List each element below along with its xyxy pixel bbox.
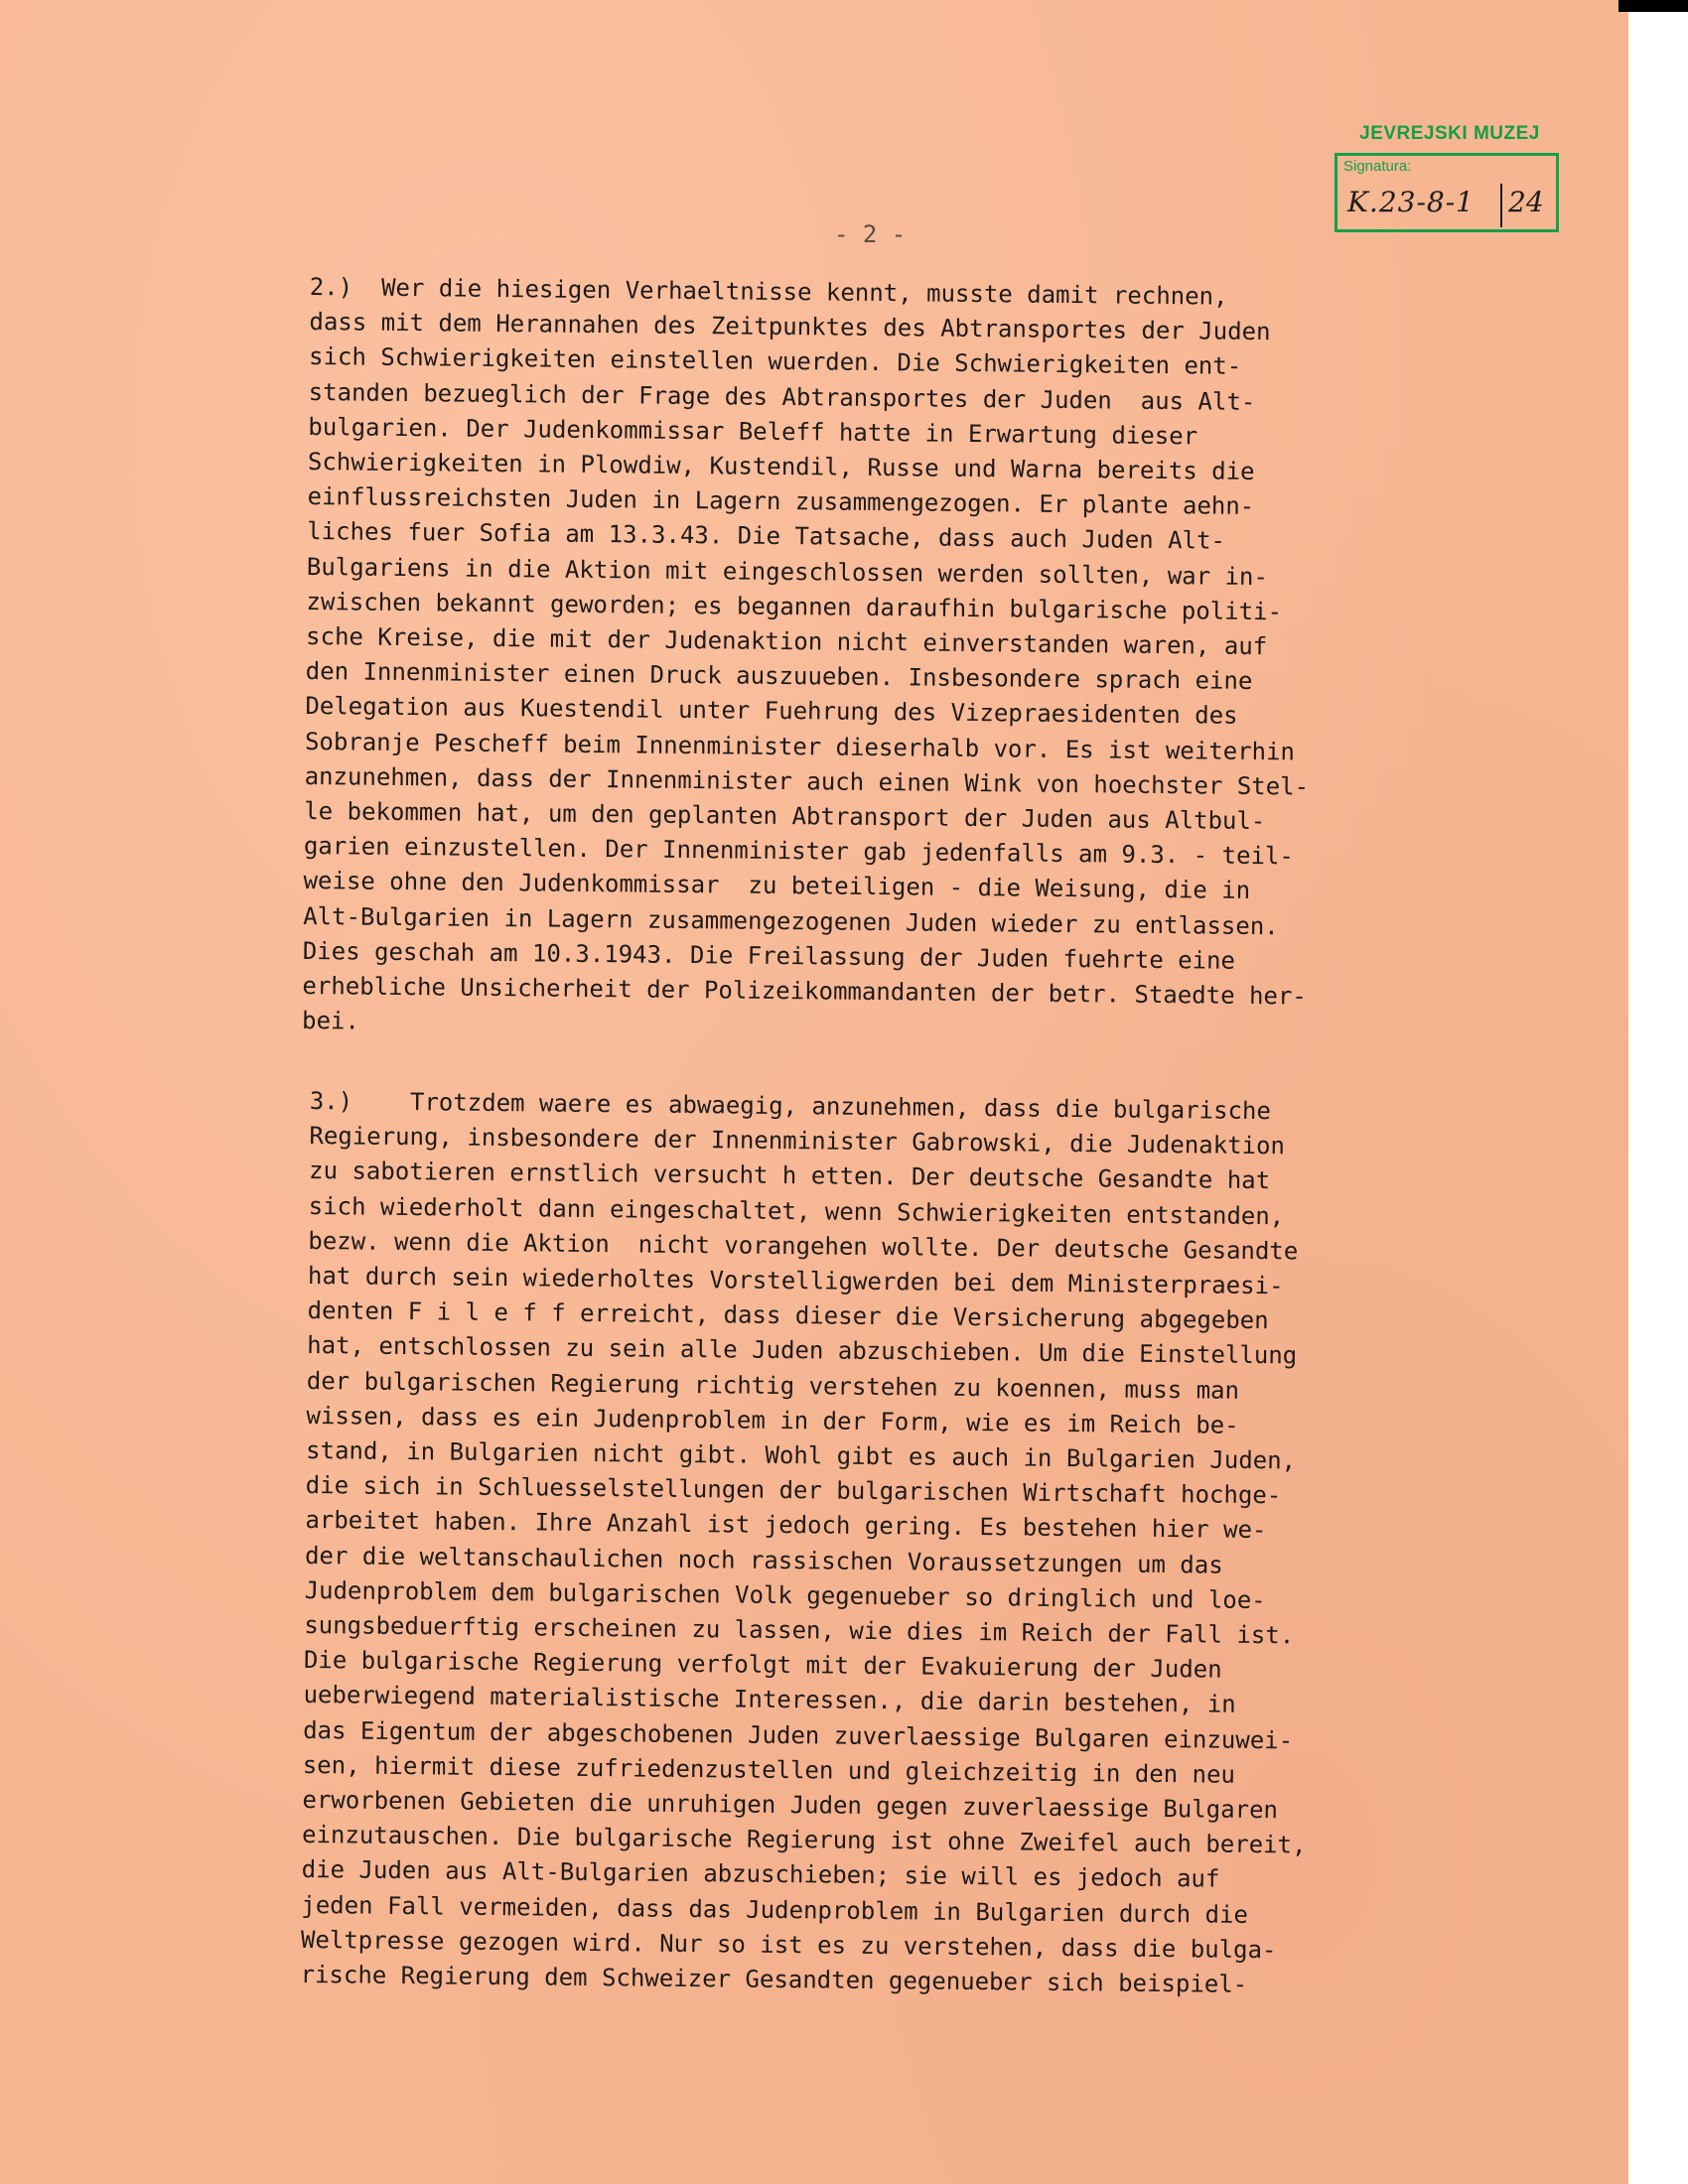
text-line: bezw. wenn die Aktion nicht vorangehen wollte. Der deutsche Gesandte [308, 1226, 1299, 1266]
text-line: garien einzustellen. Der Innenminister gab jedenfalls am 9.3. - teil- [303, 832, 1295, 871]
text-line: jeden Fall vermeiden, dass das Judenproblem in Bulgarien durch die [301, 1890, 1249, 1929]
text-line: Regierung, insbesondere der Innenminister Gabrowski, die Judenaktion [309, 1122, 1286, 1160]
text-line: weise ohne den Judenkommissar zu beteiligen - die Weisung, die in [303, 867, 1251, 905]
stamp-signature: K.23-8-1 [1347, 186, 1475, 218]
text-line: Judenproblem dem bulgarischen Volk gegenueber so dringlich und loe- [304, 1575, 1266, 1614]
text-line: erhebliche Unsicherheit der Polizeikommandanten der betr. Staedte her- [302, 972, 1307, 1011]
text-line: denten F i l e f f erreicht, dass dieser die Versicherung abgegeben [307, 1297, 1269, 1335]
text-line: hat, entschlossen zu sein alle Juden abzuschieben. Um die Einstellung [307, 1331, 1298, 1370]
text-line: stand, in Bulgarien nicht gibt. Wohl gibt es auch in Bulgarien Juden, [305, 1436, 1297, 1475]
text-line: die sich in Schluesselstellungen der bulgarischen Wirtschaft hochge- [305, 1471, 1282, 1510]
text-line: bei. [301, 1007, 360, 1035]
text-line: sche Kreise, die mit der Judenaktion nicht einverstanden waren, auf [305, 622, 1268, 661]
text-line: zu sabotieren ernstlich versucht h etten. Der deutsche Gesandte hat [308, 1157, 1271, 1195]
text-line: 3.) Trotzdem waere es abwaegig, anzunehmen, dass die bulgarische [309, 1086, 1272, 1126]
text-line: einzutauschen. Die bulgarische Regierung ist ohne Zweifel auch bereit, [301, 1821, 1307, 1859]
paragraph-2 [302, 270, 1531, 1051]
text-line: der bulgarischen Regierung richtig verstehen zu koennen, muss man [306, 1366, 1240, 1405]
text-line: le bekommen hat, um den geplanten Abtransport der Juden aus Altbul- [304, 797, 1266, 836]
stamp-divider [1500, 184, 1502, 227]
text-line: dass mit dem Herannahen des Zeitpunktes des Abtransportes der Juden [309, 308, 1271, 346]
text-line: den Innenminister einen Druck auszuueben. Insbesondere sprach eine [305, 657, 1253, 696]
text-line: anzunehmen, dass der Innenminister auch einen Wink von hoechster Stel- [304, 761, 1310, 801]
text-line: standen bezueglich der Frage des Abtransportes der Juden aus Alt- [308, 377, 1256, 416]
paragraph-3 [300, 1084, 1531, 2005]
text-line: Schwierigkeiten in Plowdiw, Kustendil, Russe und Warna bereits die [307, 448, 1255, 485]
text-line: Dies geschah am 10.3.1943. Die Freilassung der Juden fuehrte eine [302, 936, 1236, 975]
scan-margin [1628, 0, 1688, 2184]
stamp-title: JEVREJSKI MUZEJ [1359, 123, 1540, 144]
text-line: sen, hiermit diese zufriedenzustellen und gleichzeitig in den neu [302, 1750, 1236, 1789]
text-line: bulgarien. Der Judenkommissar Beleff hatte in Erwartung dieser [308, 412, 1198, 451]
text-line: 2.) Wer die hiesigen Verhaeltnisse kennt, musste damit rechnen, [309, 272, 1228, 311]
stamp-box [1335, 153, 1559, 232]
text-line: Die bulgarische Regierung verfolgt mit der Evakuierung der Juden [303, 1646, 1222, 1684]
text-line: arbeitet haben. Ihre Anzahl ist jedoch gering. Es bestehen hier we- [305, 1506, 1267, 1545]
text-line: hat durch sein wiederholtes Vorstelligwerden bei dem Ministerpraesi- [307, 1262, 1284, 1300]
text-line: die Juden aus Alt-Bulgarien abzuschieben; sie will es jedoch auf [301, 1855, 1220, 1894]
text-line: sungsbeduerftig erscheinen zu lassen, wie dies im Reich der Fall ist. [304, 1611, 1295, 1650]
text-line: das Eigentum der abgeschobenen Juden zuverlaessige Bulgaren einzuwei- [303, 1715, 1294, 1755]
text-line: Delegation aus Kuestendil unter Fuehrung des Vizepraesidenten des [305, 692, 1238, 731]
text-line: ueberwiegend materialistische Interessen., die darin bestehen, in [303, 1681, 1236, 1719]
text-line: erworbenen Gebieten die unruhigen Juden gegen zuverlaessige Bulgaren [302, 1786, 1279, 1825]
archive-stamp [1331, 123, 1569, 232]
text-line: einflussreichsten Juden in Lagern zusammengezogen. Er plante aehn- [307, 482, 1255, 521]
text-line: Alt-Bulgarien in Lagern zusammengezogenen Juden wieder zu entlassen. [303, 901, 1279, 940]
stamp-number: 24 [1508, 186, 1544, 218]
stamp-label: Signatura: [1343, 158, 1412, 175]
text-line: Sobranje Pescheff beim Innenminister dieserhalb vor. Es ist weiterhin [304, 727, 1296, 766]
text-line: sich wiederholt dann eingeschaltet, wenn Schwierigkeiten entstanden, [308, 1191, 1285, 1230]
text-line: zwischen bekannt geworden; es begannen daraufhin bulgarische politi- [306, 587, 1283, 626]
text-line: der die weltanschaulichen noch rassischen Voraussetzungen um das [304, 1541, 1223, 1579]
text-line: sich Schwierigkeiten einstellen wuerden. Die Schwierigkeiten ent- [308, 342, 1242, 381]
page-number: - 2 - [834, 220, 907, 248]
text-line: rische Regierung dem Schweizer Gesandten gegenueber sich beispiel- [300, 1961, 1248, 1999]
text-line: liches fuer Sofia am 13.3.43. Die Tatsache, dass auch Juden Alt- [307, 517, 1226, 556]
text-line: wissen, dass es ein Judenproblem in der Form, wie es im Reich be- [306, 1401, 1239, 1439]
text-line: Bulgariens in die Aktion mit eingeschlossen werden sollten, war in- [306, 552, 1269, 591]
scan-corner-mark [1618, 0, 1688, 12]
text-line: Weltpresse gezogen wird. Nur so ist es zu verstehen, dass die bulga- [300, 1925, 1277, 1965]
